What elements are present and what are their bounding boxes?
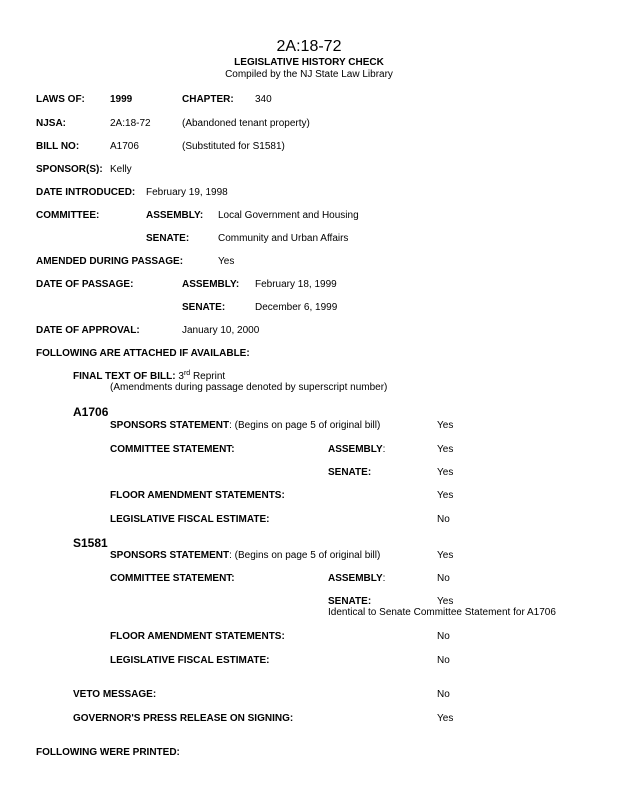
- date-introduced-value: February 19, 1998: [146, 187, 228, 198]
- passage-senate-value: December 6, 1999: [255, 302, 338, 313]
- sponsors-label: SPONSOR(S):: [36, 164, 103, 175]
- final-text-reprint: [178, 371, 225, 382]
- chapter-value: 340: [255, 94, 272, 105]
- amended-value: Yes: [218, 256, 235, 267]
- printed-heading: FOLLOWING WERE PRINTED:: [36, 747, 180, 758]
- a1706-sponsors-value: Yes: [437, 420, 454, 431]
- a1706-senate-value: Yes: [437, 467, 454, 478]
- a1706-senate-label: SENATE:: [328, 467, 372, 478]
- s1581-assembly-colon: :: [382, 573, 386, 584]
- njsa-description: (Abandoned tenant property): [182, 118, 310, 129]
- s1581-sponsors-line: [110, 550, 380, 562]
- document-title: LEGISLATIVE HISTORY CHECK: [234, 57, 384, 68]
- final-text-note: (Amendments during passage denoted by superscript number): [110, 382, 388, 393]
- s1581-committee-label: COMMITTEE STATEMENT:: [110, 573, 235, 584]
- s1581-sponsors-value: Yes: [437, 550, 454, 561]
- bill-no-value: A1706: [110, 141, 139, 152]
- s1581-assembly-line: [328, 573, 385, 585]
- a1706-assembly-label: ASSEMBLY: [328, 444, 383, 455]
- date-introduced-label: DATE INTRODUCED:: [36, 187, 136, 198]
- njsa-value: 2A:18-72: [110, 118, 151, 129]
- s1581-floor-value: No: [437, 631, 450, 642]
- s1581-floor-label: FLOOR AMENDMENT STATEMENTS:: [110, 631, 285, 642]
- s1581-sponsors-note: : (Begins on page 5 of original bill): [229, 550, 381, 561]
- passage-senate-label: SENATE:: [182, 302, 226, 313]
- s1581-senate-label: SENATE:: [328, 596, 372, 607]
- s1581-assembly-label: ASSEMBLY: [328, 573, 383, 584]
- final-text-value: Reprint: [192, 371, 226, 382]
- veto-value: No: [437, 689, 450, 700]
- press-release-value: Yes: [437, 713, 454, 724]
- final-text-sup: rd: [183, 370, 191, 377]
- a1706-section-title: A1706: [73, 405, 109, 419]
- final-text-num: 3: [178, 371, 184, 382]
- passage-assembly-label: ASSEMBLY:: [182, 279, 240, 290]
- a1706-assembly-line: [328, 444, 385, 456]
- approval-label: DATE OF APPROVAL:: [36, 325, 140, 336]
- press-release-label: GOVERNOR'S PRESS RELEASE ON SIGNING:: [73, 713, 294, 724]
- veto-label: VETO MESSAGE:: [73, 689, 157, 700]
- laws-of-label: LAWS OF:: [36, 94, 85, 105]
- a1706-sponsors-note: : (Begins on page 5 of original bill): [229, 420, 381, 431]
- committee-senate-value: Community and Urban Affairs: [218, 233, 349, 244]
- passage-label: DATE OF PASSAGE:: [36, 279, 134, 290]
- amended-label: AMENDED DURING PASSAGE:: [36, 256, 184, 267]
- njsa-label: NJSA:: [36, 118, 67, 129]
- a1706-floor-value: Yes: [437, 490, 454, 501]
- a1706-assembly-colon: :: [382, 444, 386, 455]
- s1581-assembly-value: No: [437, 573, 450, 584]
- committee-label: COMMITTEE:: [36, 210, 100, 221]
- s1581-senate-value: Yes: [437, 596, 454, 607]
- s1581-senate-note: Identical to Senate Committee Statement for A1706: [328, 607, 556, 618]
- approval-value: January 10, 2000: [182, 325, 260, 336]
- a1706-fiscal-value: No: [437, 514, 450, 525]
- bill-no-label: BILL NO:: [36, 141, 80, 152]
- chapter-label: CHAPTER:: [182, 94, 234, 105]
- passage-assembly-value: February 18, 1999: [255, 279, 337, 290]
- s1581-sponsors-label: SPONSORS STATEMENT: [110, 550, 230, 561]
- a1706-floor-label: FLOOR AMENDMENT STATEMENTS:: [110, 490, 285, 501]
- laws-of-value: 1999: [110, 94, 133, 105]
- committee-senate-label: SENATE:: [146, 233, 190, 244]
- attached-heading: FOLLOWING ARE ATTACHED IF AVAILABLE:: [36, 348, 250, 359]
- committee-assembly-label: ASSEMBLY:: [146, 210, 204, 221]
- a1706-assembly-value: Yes: [437, 444, 454, 455]
- compiled-by: Compiled by the NJ State Law Library: [225, 69, 393, 80]
- sponsors-value: Kelly: [110, 164, 132, 175]
- committee-assembly-value: Local Government and Housing: [218, 210, 359, 221]
- document-code: 2A:18-72: [276, 38, 342, 55]
- a1706-fiscal-label: LEGISLATIVE FISCAL ESTIMATE:: [110, 514, 270, 525]
- s1581-section-title: S1581: [73, 536, 108, 550]
- a1706-sponsors-label: SPONSORS STATEMENT: [110, 420, 230, 431]
- bill-no-note: (Substituted for S1581): [182, 141, 285, 152]
- a1706-sponsors-line: [110, 420, 380, 432]
- s1581-fiscal-label: LEGISLATIVE FISCAL ESTIMATE:: [110, 655, 270, 666]
- final-text-label: FINAL TEXT OF BILL:: [73, 371, 176, 382]
- s1581-fiscal-value: No: [437, 655, 450, 666]
- a1706-committee-label: COMMITTEE STATEMENT:: [110, 444, 235, 455]
